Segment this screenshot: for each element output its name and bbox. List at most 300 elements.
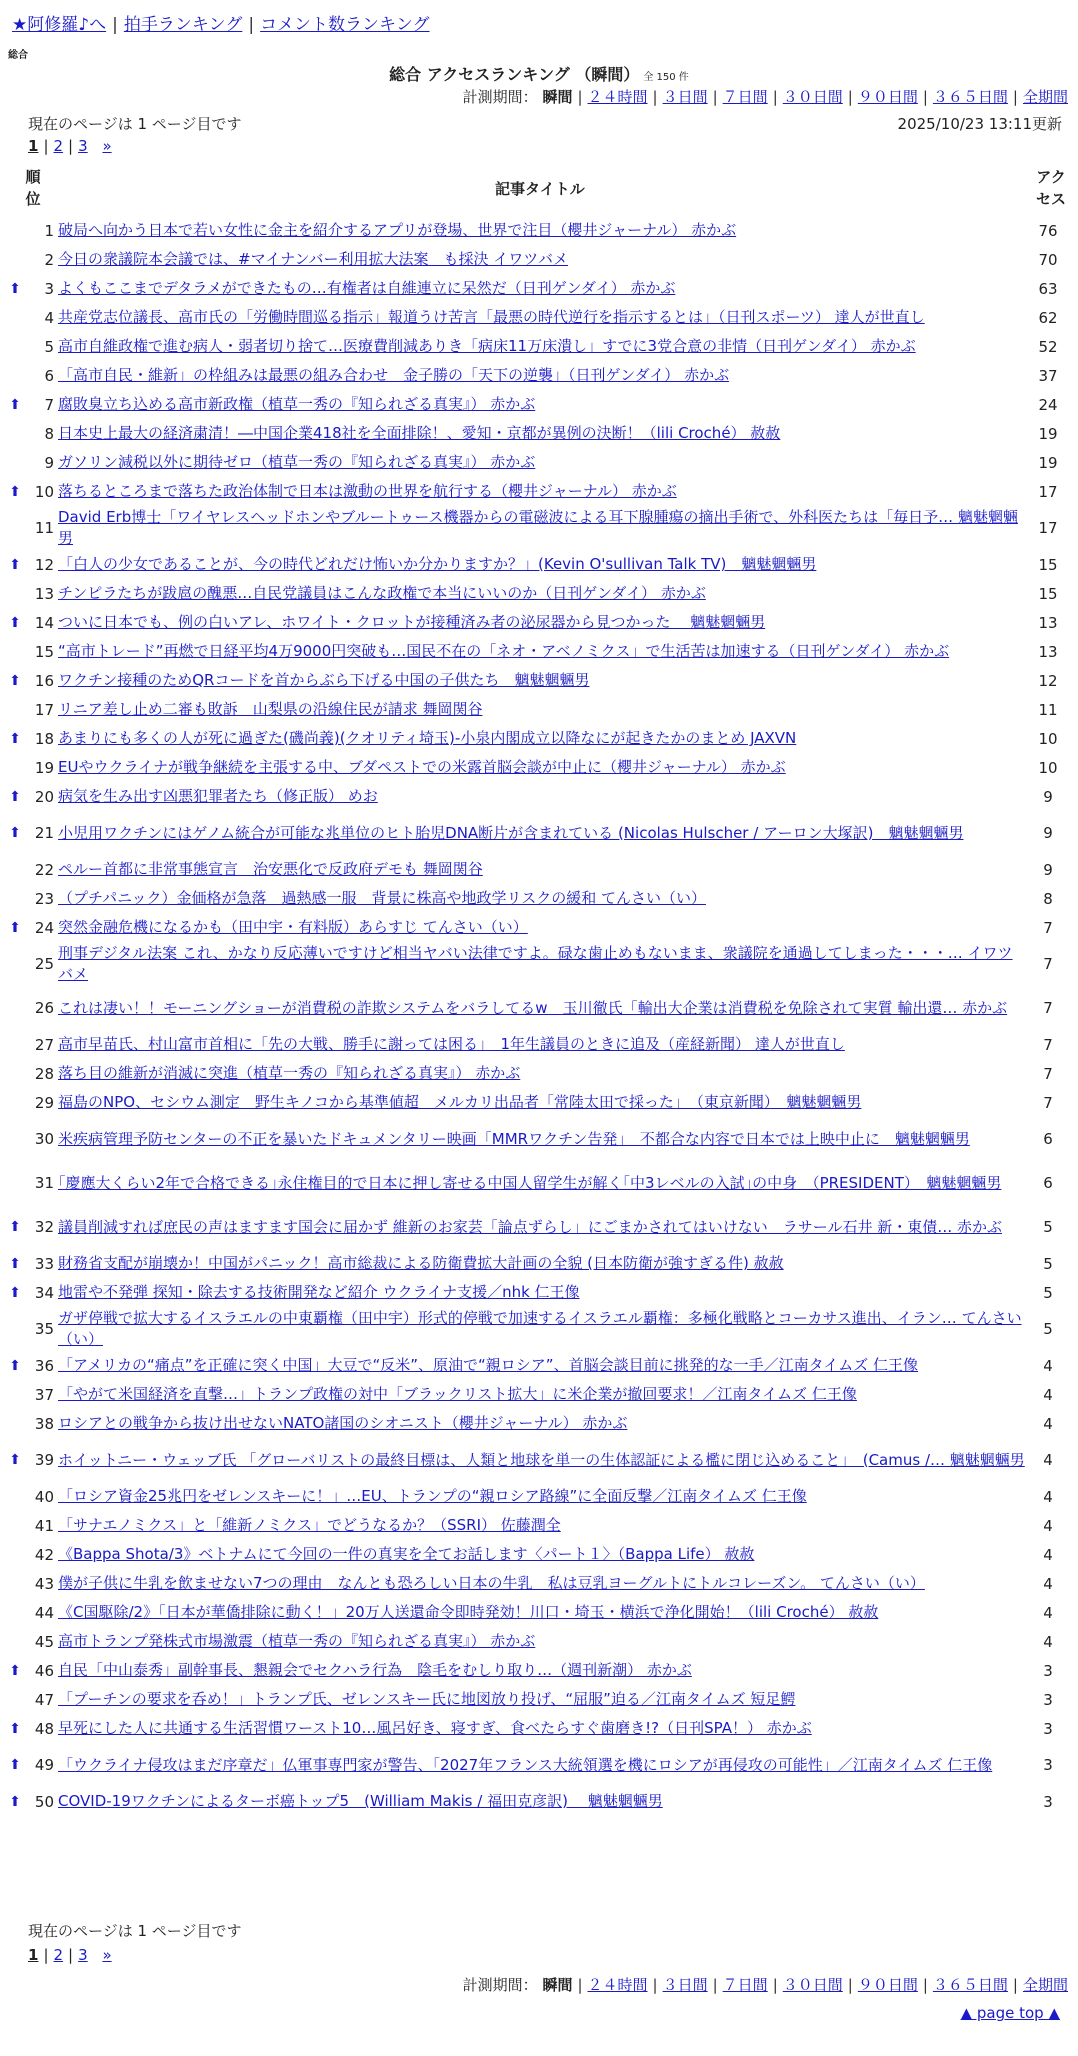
table-row — [0, 884, 1078, 913]
period-current: 瞬間 — [542, 88, 573, 106]
access-count: 8 — [1043, 889, 1053, 908]
article-title-cell — [58, 917, 1026, 938]
access-count: 37 — [1038, 366, 1058, 385]
up-arrow-icon: ⬆ — [9, 1793, 21, 1810]
article-link[interactable]: 「ロシア資金25兆円をゼレンスキーに！」…EU、トランプの“親ロシア路線”に全面反撃／江南タイムズ 仁王像 — [58, 1487, 807, 1505]
rank-number: 29 — [34, 1093, 54, 1112]
ranking-table — [0, 216, 1078, 1816]
pager-current: 1 — [28, 1946, 39, 1964]
up-arrow-icon: ⬆ — [9, 919, 21, 936]
table-row — [0, 1409, 1078, 1438]
rank-number: 37 — [34, 1385, 54, 1404]
rank-number: 18 — [34, 729, 54, 748]
article-link[interactable]: 福島のNPO、セシウム測定 野生キノコから基準値超 メルカリ出品者「常陸太田で採った」 （東京新聞） 魑魅魍魎男 — [58, 1093, 862, 1111]
access-count: 4 — [1043, 1487, 1053, 1506]
table-row — [0, 506, 1078, 550]
rank-number: 34 — [34, 1283, 54, 1302]
article-title-cell — [58, 612, 1026, 633]
article-title-cell — [58, 728, 1026, 749]
table-row — [0, 245, 1078, 274]
rank-number: 41 — [34, 1516, 54, 1535]
period-3d-link[interactable]: ３日間 — [662, 1976, 708, 1994]
rank-number: 14 — [34, 613, 54, 632]
up-arrow-icon: ⬆ — [9, 280, 21, 297]
rank-header: 順位 — [25, 168, 41, 208]
pager-page-3[interactable]: 3 — [78, 137, 88, 155]
table-row — [0, 1511, 1078, 1540]
access-header: アクセス — [1035, 168, 1066, 208]
article-title-cell — [58, 786, 1026, 807]
category-label: 総合 — [8, 50, 28, 61]
period-7d-link[interactable]: ７日間 — [722, 88, 768, 106]
article-link[interactable]: 《Bappa Shota/3》ベトナムにて今回の一件の真実を全てお話します〈パート１〉（Bappa Life） 赦赦 — [58, 1545, 755, 1563]
article-title-cell — [58, 554, 1026, 575]
access-count: 24 — [1038, 395, 1058, 414]
table-row — [0, 1307, 1078, 1351]
table-row — [0, 782, 1078, 811]
article-title-cell — [58, 278, 1026, 299]
table-row — [0, 1278, 1078, 1307]
rank-number: 12 — [34, 555, 54, 574]
table-row — [0, 332, 1078, 361]
access-count: 5 — [1043, 1320, 1053, 1338]
rank-number: 30 — [34, 1130, 54, 1148]
access-count: 9 — [1043, 824, 1053, 842]
rank-number: 27 — [34, 1035, 54, 1054]
article-link[interactable]: これは凄い！！モーニングショーが消費税の詐欺システムをバラしてるw 玉川徹氏「輸出大企業は消費税を免除されて実質 輸出還… 赤かぶ — [58, 998, 1008, 1017]
page-top-link-wrap — [961, 2004, 1060, 2022]
rank-number: 32 — [34, 1218, 54, 1236]
rank-number: 47 — [34, 1690, 54, 1709]
pager-next[interactable]: » — [102, 1946, 112, 1964]
rank-number: 10 — [34, 482, 54, 501]
period-90d-link[interactable]: ９０日間 — [857, 1976, 918, 1994]
article-link[interactable]: 自民「中山泰秀」副幹事長、懇親会でセクハラ行為 陰毛をむしり取り…（週刊新潮） 赤かぶ — [58, 1661, 692, 1679]
pager-page-3[interactable]: 3 — [78, 1946, 88, 1964]
access-count: 5 — [1043, 1283, 1053, 1302]
access-count: 10 — [1038, 729, 1058, 748]
period-label: 計測期間： — [462, 1976, 538, 1994]
table-row — [0, 855, 1078, 884]
article-link[interactable]: 「やがて米国経済を直撃…」トランプ政権の対中「ブラックリスト拡大」に米企業が撤回要求！／江南タイムズ 仁王像 — [58, 1385, 857, 1403]
up-arrow-icon: ⬆ — [9, 483, 21, 500]
article-title-cell — [58, 1660, 1026, 1681]
article-title-cell — [58, 1063, 1026, 1084]
rank-number: 38 — [34, 1414, 54, 1433]
access-count: 6 — [1043, 1174, 1053, 1192]
up-arrow-icon: ⬆ — [9, 396, 21, 413]
article-link[interactable]: ついに日本でも、例の白いアレ、ホワイト・クロットが接種済み者の泌尿器から見つかった 魑魅魍魎男 — [58, 613, 766, 631]
article-link[interactable]: （プチパニック）金価格が急落 過熱感一服 背景に株高や地政学リスクの緩和 てんさい（い） — [58, 889, 706, 907]
rank-number: 39 — [34, 1451, 54, 1469]
period-30d-link[interactable]: ３０日間 — [782, 88, 843, 106]
table-row — [0, 1161, 1078, 1205]
article-link[interactable]: 高市早苗氏、村山富市首相に「先の大戦、勝手に謝っては困る」 1年生議員のときに追及（産経新聞） 達人が世直し — [58, 1035, 845, 1053]
article-link[interactable]: 地雷や不発弾 探知・除去する技術開発など紹介 ウクライナ支援／nhk 仁王像 — [58, 1283, 580, 1301]
access-count: 7 — [1043, 1064, 1053, 1083]
home-link[interactable]: ★阿修羅♪へ — [12, 15, 107, 35]
period-365d-link[interactable]: ３６５日間 — [932, 88, 1008, 106]
access-count: 4 — [1043, 1385, 1053, 1404]
article-link[interactable]: COVID-19ワクチンによるターボ癌トップ5 (William Makis / 福田克彦訳) 魑魅魍魎男 — [58, 1792, 663, 1810]
access-count: 15 — [1038, 584, 1058, 603]
access-count: 3 — [1043, 1690, 1053, 1709]
rank-number: 50 — [34, 1792, 54, 1811]
access-count: 4 — [1043, 1574, 1053, 1593]
article-title-cell — [58, 670, 1026, 691]
rank-number: 5 — [44, 337, 54, 356]
article-title-cell — [58, 888, 1026, 909]
up-arrow-icon: ⬆ — [9, 672, 21, 689]
table-row — [0, 637, 1078, 666]
access-count: 63 — [1038, 279, 1058, 298]
table-row — [0, 942, 1078, 986]
access-count: 4 — [1043, 1545, 1053, 1564]
rank-number: 25 — [34, 955, 54, 973]
article-link[interactable]: 高市自維政権で進む病人・弱者切り捨て…医療費削減ありき「病床11万床潰し」すでに3党合意の非情（日刊ゲンダイ） 赤かぶ — [58, 337, 916, 355]
article-link[interactable]: ペルー首都に非常事態宣言 治安悪化で反政府デモも 舞岡関谷 — [58, 860, 483, 878]
access-count: 10 — [1038, 758, 1058, 777]
table-row — [0, 1482, 1078, 1511]
article-link[interactable]: 小児用ワクチンにはゲノム統合が可能な兆単位のヒト胎児DNA断片が含まれている (Nicolas Hulscher / アーロン大塚訳) 魑魅魍魎男 — [58, 823, 964, 842]
table-row — [0, 695, 1078, 724]
rank-number: 40 — [34, 1487, 54, 1506]
access-count: 3 — [1043, 1661, 1053, 1680]
pager-bottom: 1 | 2 | 3 » — [28, 1946, 112, 1964]
access-count: 13 — [1038, 642, 1058, 661]
period-30d-link[interactable]: ３０日間 — [782, 1976, 843, 1994]
up-arrow-icon: ⬆ — [9, 1757, 21, 1773]
article-title-cell — [58, 1413, 1026, 1434]
title-header: 記事タイトル — [495, 180, 585, 198]
article-link[interactable]: ロシアとの戦争から抜け出せないNATO諸国のシオニスト（櫻井ジャーナル） 赤かぶ — [58, 1414, 628, 1432]
table-row — [0, 419, 1078, 448]
access-count: 4 — [1043, 1414, 1053, 1433]
access-count: 4 — [1043, 1356, 1053, 1375]
article-link[interactable]: あまりにも多くの人が死に過ぎた(磯尚義)(クオリティ埼玉)-小泉内閣成立以降なにが起きたかのまとめ JAXVN — [58, 729, 797, 747]
access-count: 5 — [1043, 1218, 1053, 1236]
article-title-cell — [58, 481, 1026, 502]
article-link[interactable]: ガソリン減税以外に期待ゼロ（植草一秀の『知られざる真実』） 赤かぶ — [58, 453, 536, 471]
rank-number: 8 — [44, 424, 54, 443]
table-row — [0, 666, 1078, 695]
rank-number: 19 — [34, 758, 54, 777]
table-row — [0, 579, 1078, 608]
article-link[interactable]: 病気を生み出す凶悪犯罪者たち（修正版） めお — [58, 787, 378, 805]
pager-top: 1 | 2 | 3 » — [28, 137, 112, 155]
period-90d-link[interactable]: ９０日間 — [857, 88, 918, 106]
period-7d-link[interactable]: ７日間 — [722, 1976, 768, 1994]
table-row — [0, 1787, 1078, 1816]
table-row — [0, 274, 1078, 303]
article-title-cell — [58, 1384, 1026, 1405]
article-title-cell — [58, 1631, 1026, 1652]
rank-number: 6 — [44, 366, 54, 385]
article-link[interactable]: ガザ停戦で拡大するイスラエルの中東覇権（田中宇）形式的停戦で加速するイスラエル覇権：多極化戦略とコーカサス進出、イラン… てんさい（い） — [58, 1309, 1022, 1348]
access-count: 52 — [1038, 337, 1058, 356]
article-title-cell — [58, 823, 1026, 844]
up-arrow-icon: ⬆ — [9, 614, 21, 631]
rank-number: 48 — [34, 1719, 54, 1738]
table-row — [0, 1205, 1078, 1249]
up-arrow-icon: ⬆ — [9, 556, 21, 573]
table-row — [0, 1685, 1078, 1714]
article-link[interactable]: 「アメリカの“痛点”を正確に突く中国」大豆で“反米”、原油で“親ロシア”、首脳会談目前に挑発的な一手／江南タイムズ 仁王像 — [58, 1356, 919, 1374]
table-row — [0, 1714, 1078, 1743]
table-row — [0, 303, 1078, 332]
rank-number: 11 — [34, 519, 54, 537]
access-count: 7 — [1043, 999, 1053, 1017]
article-title-cell — [58, 1602, 1026, 1623]
article-link[interactable]: ホイットニー・ウェッブ氏 「グローバリストの最終目標は、人類と地球を単一の生体認証による檻に閉じ込めること」 (Camus /… 魑魅魍魎男 — [58, 1450, 1025, 1469]
rank-number: 43 — [34, 1574, 54, 1593]
page-title — [0, 62, 1078, 85]
article-title-cell — [58, 1718, 1026, 1739]
article-title-cell — [58, 1689, 1026, 1710]
access-count: 15 — [1038, 555, 1058, 574]
article-title-cell — [58, 757, 1026, 778]
rank-number: 9 — [44, 453, 54, 472]
article-title-cell — [58, 1355, 1026, 1376]
table-row — [0, 1059, 1078, 1088]
rank-number: 26 — [34, 999, 54, 1017]
up-arrow-icon: ⬆ — [9, 1452, 21, 1468]
rank-number: 45 — [34, 1632, 54, 1651]
access-count: 7 — [1043, 1035, 1053, 1054]
article-link[interactable]: 突然金融危機になるかも（田中宇・有料版）あらすじ てんさい（い） — [58, 918, 528, 936]
article-title-cell — [58, 307, 1026, 328]
article-title-cell — [58, 423, 1026, 444]
article-link[interactable]: チンピラたちが跋扈の醜悪…自民党議員はこんな政権で本当にいいのか（日刊ゲンダイ） 赤かぶ — [58, 584, 706, 602]
article-link[interactable]: “高市トレード”再燃で日経平均4万9000円突破も…国民不在の「ネオ・アベノミクス」で生活苦は加速する（日刊ゲンダイ） 赤かぶ — [58, 642, 950, 660]
article-title-cell — [58, 583, 1026, 604]
article-link[interactable]: David Erb博士「ワイヤレスヘッドホンやブルートゥース機器からの電磁波による耳下腺腫瘍の摘出手術で、外科医たちは「毎日予… 魑魅魍魎男 — [58, 508, 1018, 547]
article-link[interactable]: ワクチン接種のためQRコードを首からぶら下げる中国の子供たち 魑魅魍魎男 — [58, 671, 590, 689]
access-count: 62 — [1038, 308, 1058, 327]
page-top-link[interactable]: ▲ page top ▲ — [960, 2004, 1060, 2022]
article-title-cell — [58, 1573, 1026, 1594]
pager-current: 1 — [28, 137, 39, 155]
up-arrow-icon: ⬆ — [9, 1284, 21, 1301]
table-row — [0, 913, 1078, 942]
rank-number: 31 — [34, 1174, 54, 1192]
period-365d-link[interactable]: ３６５日間 — [932, 1976, 1008, 1994]
article-link[interactable]: 「高市自民・維新」の枠組みは最悪の組み合わせ 金子勝の「天下の逆襲」（日刊ゲンダイ） 赤かぶ — [58, 366, 730, 384]
table-row — [0, 811, 1078, 855]
rank-number: 1 — [44, 221, 54, 240]
table-row — [0, 1249, 1078, 1278]
period-3d-link[interactable]: ３日間 — [662, 88, 708, 106]
table-row — [0, 608, 1078, 637]
table-row — [0, 477, 1078, 506]
article-title-cell — [58, 1092, 1026, 1113]
period-24h-link[interactable]: ２４時間 — [587, 88, 648, 106]
up-arrow-icon: ⬆ — [9, 825, 21, 841]
article-link[interactable]: 米疾病管理予防センターの不正を暴いたドキュメンタリー映画「MMRワクチン告発」 不都合な内容で日本では上映中止に 魑魅魍魎男 — [58, 1129, 970, 1148]
article-title-cell — [58, 1034, 1026, 1055]
article-title-cell — [58, 1486, 1026, 1507]
period-selector-top: 計測期間： 瞬間 | ２４時間 | ３日間 | ７日間 | ３０日間 | ９０日間 | ３６５日間 | 全期間 — [462, 88, 1068, 106]
access-count: 7 — [1043, 955, 1053, 973]
rank-number: 33 — [34, 1254, 54, 1273]
article-title-cell — [58, 1515, 1026, 1536]
article-title-cell — [58, 249, 1026, 270]
ranking-title: 総合 アクセスランキング （瞬間） — [389, 65, 640, 84]
page-info-top: 現在のページは 1 ページ目です — [28, 115, 242, 133]
table-row — [0, 1380, 1078, 1409]
page-info-bottom: 現在のページは 1 ページ目です — [28, 1922, 242, 1940]
table-row — [0, 1117, 1078, 1161]
article-title-cell — [58, 1129, 1026, 1150]
table-row — [0, 1569, 1078, 1598]
up-arrow-icon: ⬆ — [9, 788, 21, 805]
access-count: 7 — [1043, 1093, 1053, 1112]
access-count: 7 — [1043, 918, 1053, 937]
article-link[interactable]: 議員削減すれば庶民の声はますます国会に届かず 維新のお家芸「論点ずらし」にごまかされてはいけない ラサール石井 新・東債… 赤かぶ — [58, 1217, 1003, 1236]
access-count: 76 — [1038, 221, 1058, 240]
article-link[interactable]: 腐敗臭立ち込める高市新政権（植草一秀の『知られざる真実』） 赤かぶ — [58, 395, 536, 413]
access-count: 6 — [1043, 1130, 1053, 1148]
table-row — [0, 724, 1078, 753]
article-link[interactable]: 刑事デジタル法案 これ、かなり反応薄いですけど相当ヤバい法律ですよ。碌な歯止めもないまま、衆議院を通過してしまった・・・… イワツバメ — [58, 944, 1013, 983]
article-title-cell — [58, 452, 1026, 473]
article-link[interactable]: 共産党志位議長、高市氏の「労働時間巡る指示」報道うけ苦言「最悪の時代逆行を指示するとは」（日刊スポーツ） 達人が世直し — [58, 308, 925, 326]
article-link[interactable]: 「プーチンの要求を呑め！」トランプ氏、ゼレンスキー氏に地図放り投げ、“屈服”迫る／江南タイムズ 短足鰐 — [58, 1690, 796, 1708]
access-count: 3 — [1043, 1792, 1053, 1811]
article-link[interactable]: 《C国駆除/2》「日本が華僑排除に動く！」20万人送還命令即時発効！川口・埼玉・横浜で浄化開始！（lili Croché） 赦赦 — [58, 1603, 879, 1621]
up-arrow-icon: ⬆ — [9, 1662, 21, 1679]
access-count: 11 — [1038, 700, 1058, 719]
table-row — [0, 1656, 1078, 1685]
article-link[interactable]: 僕が子供に牛乳を飲ませない7つの理由 なんとも恐ろしい日本の牛乳 私は豆乳ヨーグルトにトルコレーズン。 てんさい（い） — [58, 1574, 925, 1592]
pager-page-2[interactable]: 2 — [53, 1946, 64, 1964]
period-all-link[interactable]: 全期間 — [1022, 88, 1068, 106]
article-link[interactable]: EUやウクライナが戦争継続を主張する中、ブダペストでの米露首脳会談が中止に（櫻井ジャーナル） 赤かぶ — [58, 758, 786, 776]
up-arrow-icon: ⬆ — [9, 1219, 21, 1235]
article-link[interactable]: 日本史上最大の経済粛清！―中国企業418社を全面排除！、愛知・京都が異例の決断！（lili Croché） 赦赦 — [58, 424, 781, 442]
article-link[interactable]: 「白人の少女であることが、今の時代どれだけ怖いか分かりますか？」(Kevin O'sullivan Talk TV) 魑魅魍魎男 — [58, 555, 817, 573]
rank-number: 49 — [34, 1756, 54, 1774]
clap-ranking-link[interactable]: 拍手ランキング — [123, 15, 243, 35]
article-title-cell — [58, 943, 1026, 985]
access-count: 5 — [1043, 1254, 1053, 1273]
article-link[interactable]: よくもここまでデタラメができたもの…有権者は自維連立に呆然だ（日刊ゲンダイ） 赤かぶ — [58, 279, 676, 297]
table-row — [0, 1598, 1078, 1627]
rank-number: 24 — [34, 918, 54, 937]
rank-number: 16 — [34, 671, 54, 690]
article-link[interactable]: リニア差し止め二審も敗訴 山梨県の沿線住民が請求 舞岡関谷 — [58, 700, 483, 718]
article-title-cell — [58, 1217, 1026, 1238]
article-link[interactable]: 「ウクライナ侵攻はまだ序章だ」仏軍事専門家が警告、「2027年フランス大統領選を機にロシアが再侵攻の可能性」／江南タイムズ 仁王像 — [58, 1755, 993, 1774]
article-title-cell — [58, 1173, 1026, 1194]
article-title-cell — [58, 699, 1026, 720]
rank-number: 21 — [34, 824, 54, 842]
article-title-cell — [58, 1544, 1026, 1565]
table-row — [0, 986, 1078, 1030]
rank-number: 15 — [34, 642, 54, 661]
table-row — [0, 216, 1078, 245]
access-count: 70 — [1038, 250, 1058, 269]
access-count: 13 — [1038, 613, 1058, 632]
access-count: 3 — [1043, 1756, 1053, 1774]
rank-number: 20 — [34, 787, 54, 806]
access-count: 19 — [1038, 424, 1058, 443]
comment-ranking-link[interactable]: コメント数ランキング — [260, 15, 430, 35]
access-count: 4 — [1043, 1451, 1053, 1469]
article-title-cell — [58, 1253, 1026, 1274]
article-title-cell — [58, 1791, 1026, 1812]
table-row — [0, 1540, 1078, 1569]
article-title-cell — [58, 507, 1026, 549]
rank-number: 7 — [44, 395, 54, 414]
table-row — [0, 1351, 1078, 1380]
table-row — [0, 448, 1078, 477]
access-count: 4 — [1043, 1632, 1053, 1651]
top-nav: ★阿修羅♪へ | 拍手ランキング | コメント数ランキング — [12, 15, 430, 35]
rank-number: 4 — [44, 308, 54, 327]
rank-number: 23 — [34, 889, 54, 908]
article-link[interactable]: 破局へ向かう日本で若い女性に金主を紹介するアプリが登場、世界で注目（櫻井ジャーナル） 赤かぶ — [58, 221, 737, 239]
rank-number: 35 — [34, 1320, 54, 1338]
period-24h-link[interactable]: ２４時間 — [587, 1976, 648, 1994]
access-count: 4 — [1043, 1603, 1053, 1622]
table-row — [0, 1438, 1078, 1482]
table-row — [0, 753, 1078, 782]
period-selector-bottom: 計測期間： 瞬間 | ２４時間 | ３日間 | ７日間 | ３０日間 | ９０日間 | ３６５日間 | 全期間 — [462, 1976, 1068, 1994]
rank-number: 22 — [34, 860, 54, 879]
pager-next[interactable]: » — [102, 137, 112, 155]
article-link[interactable]: 早死にした人に共通する生活習慣ワースト10…風呂好き、寝すぎ、食べたらすぐ歯磨き!?（日刊SPA！） 赤かぶ — [58, 1719, 812, 1737]
article-title-cell — [58, 1450, 1026, 1471]
updated-time: 2025/10/23 13:11更新 — [897, 115, 1062, 133]
article-link[interactable]: 落ちるところまで落ちた政治体制で日本は激動の世界を航行する（櫻井ジャーナル） 赤かぶ — [58, 482, 677, 500]
table-row — [0, 361, 1078, 390]
article-title-cell — [58, 641, 1026, 662]
rank-number: 13 — [34, 584, 54, 603]
table-row — [0, 1627, 1078, 1656]
period-all-link[interactable]: 全期間 — [1022, 1976, 1068, 1994]
table-row — [0, 390, 1078, 419]
article-title-cell — [58, 1308, 1026, 1350]
article-link[interactable]: 財務省支配が崩壊か！中国がパニック！高市総裁による防衛費拡大計画の全貌 (日本防衛が強すぎる件) 赦赦 — [58, 1254, 784, 1272]
access-count: 17 — [1038, 482, 1058, 501]
article-title-cell — [58, 1755, 1026, 1776]
article-title-cell — [58, 336, 1026, 357]
article-link[interactable]: 高市トランプ発株式市場激震（植草一秀の『知られざる真実』） 赤かぶ — [58, 1632, 536, 1650]
article-title-cell — [58, 859, 1026, 880]
access-count: 12 — [1038, 671, 1058, 690]
rank-number: 42 — [34, 1545, 54, 1564]
table-row — [0, 1088, 1078, 1117]
article-link[interactable]: 落ち目の維新が消滅に突進（植草一秀の『知られざる真実』） 赤かぶ — [58, 1064, 521, 1082]
rank-number: 28 — [34, 1064, 54, 1083]
up-arrow-icon: ⬆ — [9, 730, 21, 747]
access-count: 19 — [1038, 453, 1058, 472]
rank-number: 3 — [44, 279, 54, 298]
access-count: 4 — [1043, 1516, 1053, 1535]
access-count: 3 — [1043, 1719, 1053, 1738]
article-link[interactable]: 今日の衆議院本会議では、#マイナンバー利用拡大法案 も採決 イワツバメ — [58, 250, 568, 268]
rank-number: 44 — [34, 1603, 54, 1622]
article-title-cell — [58, 1282, 1026, 1303]
article-link[interactable]: ｢慶應大くらい2年で合格できる｣永住権目的で日本に押し寄せる中国人留学生が解く｢中3レベルの入試｣の中身 （PRESIDENT） 魑魅魍魎男 — [58, 1173, 1002, 1192]
pager-page-2[interactable]: 2 — [53, 137, 64, 155]
period-label: 計測期間： — [462, 88, 538, 106]
article-link[interactable]: 「サナエノミクス」と「維新ノミクス」でどうなるか？（SSRI） 佐藤潤全 — [58, 1516, 561, 1534]
table-row — [0, 550, 1078, 579]
table-row — [0, 1030, 1078, 1059]
rank-number: 36 — [34, 1356, 54, 1375]
